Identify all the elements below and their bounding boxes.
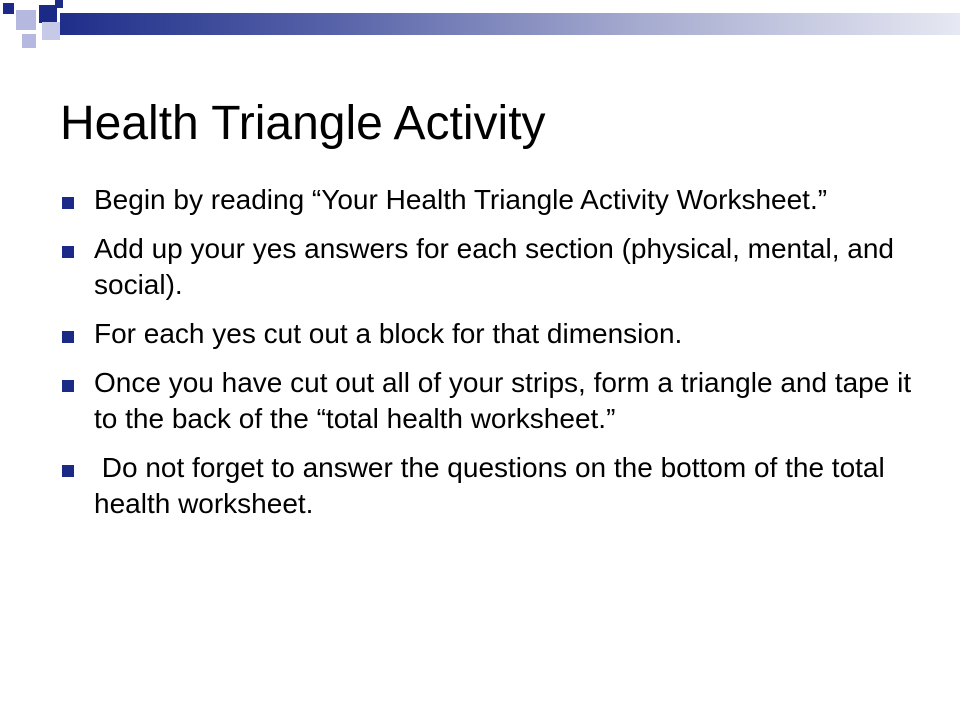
slide-title: Health Triangle Activity — [60, 97, 546, 150]
bullet-item — [60, 316, 920, 352]
square-bullet-icon — [62, 197, 74, 209]
square-bullet-icon — [62, 380, 74, 392]
decorative-square — [16, 10, 36, 30]
decorative-header-band — [0, 0, 960, 60]
bullet-text: For each yes cut out a block for that dimension. — [94, 318, 683, 349]
decorative-square — [22, 34, 36, 48]
decorative-square — [55, 0, 63, 8]
bullet-text: Do not forget to answer the questions on the bottom of the total health worksheet. — [94, 452, 893, 519]
square-bullet-icon — [62, 331, 74, 343]
bullet-item — [60, 231, 920, 303]
bullet-text: Begin by reading “Your Health Triangle Activity Worksheet.” — [94, 184, 828, 215]
bullet-text: Once you have cut out all of your strips, form a triangle and tape it to the back of the “total health worksheet.” — [94, 367, 912, 434]
decorative-square — [3, 3, 14, 14]
bullet-item — [60, 182, 920, 218]
square-bullet-icon — [62, 246, 74, 258]
decorative-gradient-bar — [60, 13, 960, 35]
bullet-item — [60, 365, 920, 437]
bullet-item — [60, 450, 920, 522]
decorative-square — [42, 22, 60, 40]
bullet-text: Add up your yes answers for each section (physical, mental, and social). — [94, 233, 894, 300]
bullet-list — [60, 182, 920, 535]
square-bullet-icon — [62, 465, 74, 477]
